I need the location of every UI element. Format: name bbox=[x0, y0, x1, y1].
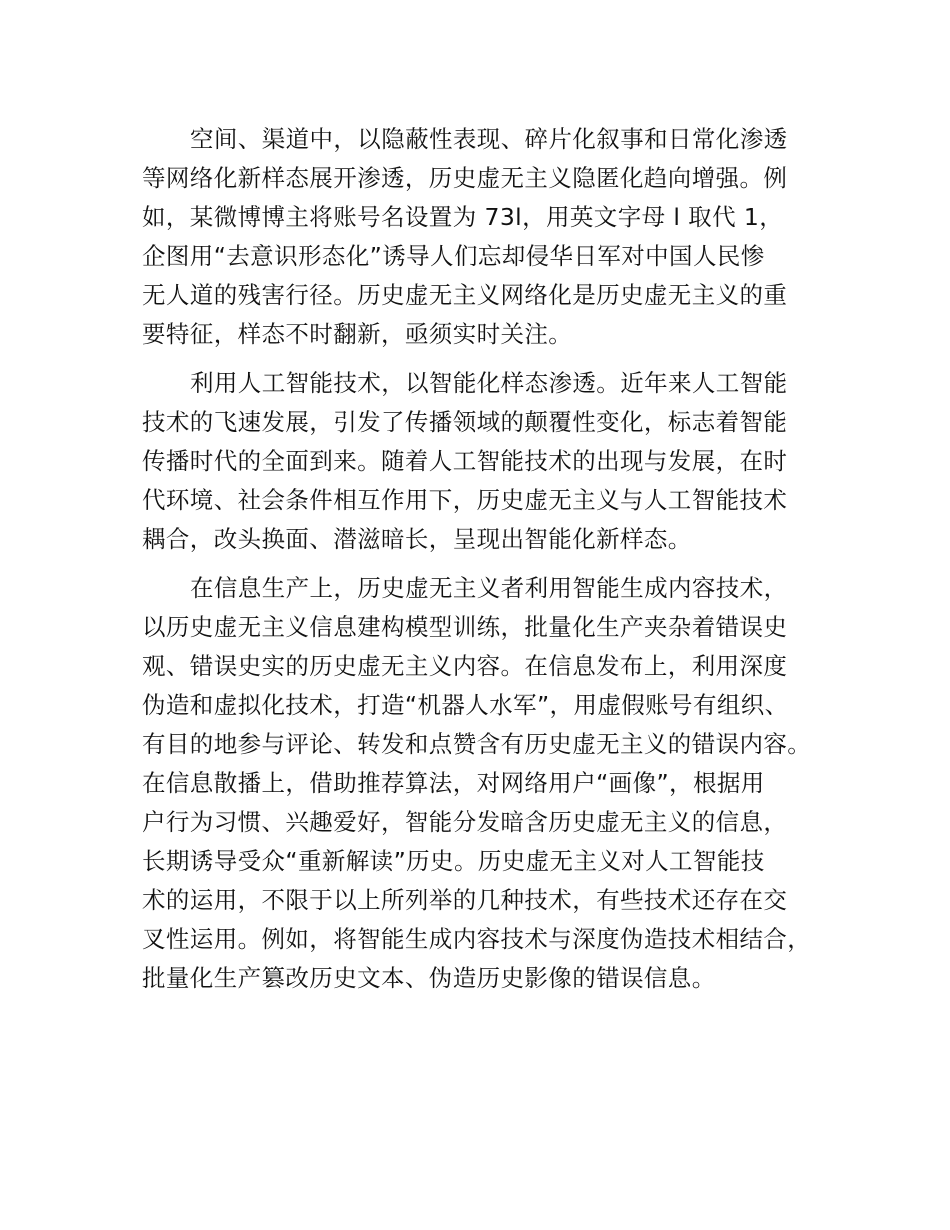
text-line: 代环境、社会条件相互作用下，历史虚无主义与人工智能技术 bbox=[142, 486, 788, 514]
text-line: 利用人工智能技术，以智能化样态渗透。近年来人工智能 bbox=[190, 369, 788, 397]
text-line: 术的运用，不限于以上所列举的几种技术，有些技术还存在交 bbox=[142, 886, 788, 914]
text-line: 批量化生产篡改历史文本、伪造历史影像的错误信息。 bbox=[142, 964, 716, 992]
text-line: 传播时代的全面到来。随着人工智能技术的出现与发展，在时 bbox=[142, 447, 788, 475]
text-line: 以历史虚无主义信息建构模型训练，批量化生产夹杂着错误史 bbox=[142, 613, 788, 641]
paragraph-networked-forms bbox=[142, 120, 822, 354]
paragraph-ai-technology bbox=[142, 364, 822, 559]
text-line: 观、错误史实的历史虚无主义内容。在信息发布上，利用深度 bbox=[142, 652, 788, 680]
text-line: 企图用“去意识形态化”诱导人们忘却侵华日军对中国人民惨 bbox=[142, 242, 765, 270]
text-line: 无人道的残害行径。历史虚无主义网络化是历史虚无主义的重 bbox=[142, 281, 788, 309]
text-line: 户行为习惯、兴趣爱好，智能分发暗含历史虚无主义的信息， bbox=[142, 808, 788, 836]
text-line: 耦合，改头换面、潜滋暗长，呈现出智能化新样态。 bbox=[142, 525, 692, 553]
text-line: 伪造和虚拟化技术，打造“机器人水军”，用虚假账号有组织、 bbox=[142, 691, 789, 719]
text-line: 有目的地参与评论、转发和点赞含有历史虚无主义的错误内容。 bbox=[142, 730, 812, 758]
text-line: 等网络化新样态展开渗透，历史虚无主义隐匿化趋向增强。例 bbox=[142, 164, 788, 192]
text-line: 技术的飞速发展，引发了传播领域的颠覆性变化，标志着智能 bbox=[142, 408, 788, 436]
text-line: 叉性运用。例如，将智能生成内容技术与深度伪造技术相结合， bbox=[142, 925, 812, 953]
text-line: 长期诱导受众“重新解读”历史。历史虚无主义对人工智能技 bbox=[142, 847, 765, 875]
text-line: 在信息散播上，借助推荐算法，对网络用户“画像”，根据用 bbox=[142, 769, 765, 797]
text-line: 在信息生产上，历史虚无主义者利用智能生成内容技术， bbox=[190, 574, 788, 602]
document-body bbox=[142, 120, 822, 1008]
text-line: 空间、渠道中，以隐蔽性表现、碎片化叙事和日常化渗透 bbox=[190, 125, 788, 153]
text-line: 要特征，样态不时翻新，亟须实时关注。 bbox=[142, 320, 573, 348]
paragraph-information-production bbox=[142, 569, 822, 998]
text-line: 如，某微博博主将账号名设置为 73l，用英文字母 l 取代 1， bbox=[142, 203, 784, 231]
